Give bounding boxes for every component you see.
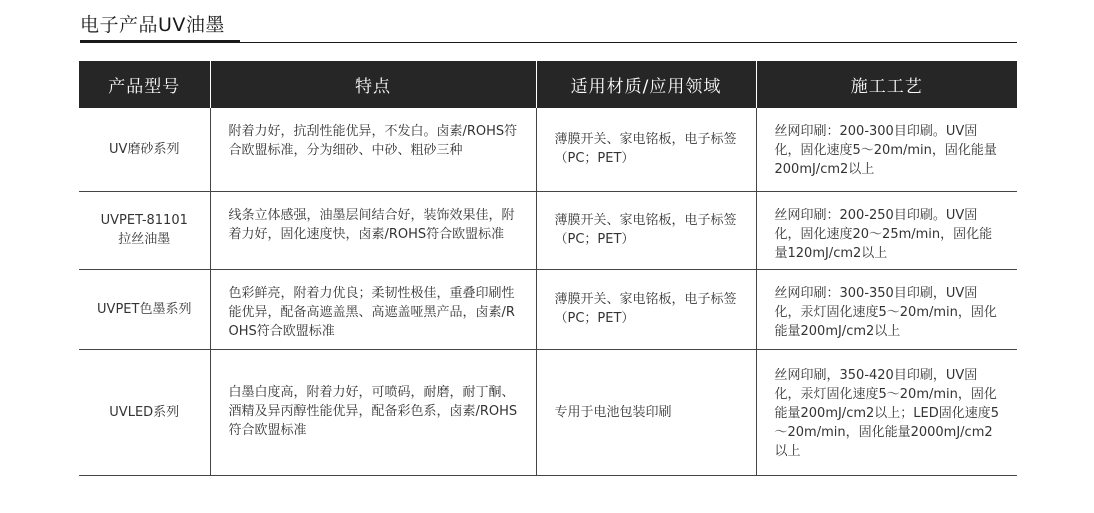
product-spec-table [79,61,1017,476]
cell-application: 薄膜开关、家电铭板，电子标签（PC；PET） [536,191,756,269]
model-name: UVPET色墨系列 [97,301,192,317]
title-underline [80,42,1017,43]
table-row [79,269,1017,349]
cell-model [79,269,210,349]
cell-application: 薄膜开关、家电铭板，电子标签（PC；PET） [536,269,756,349]
cell-application: 专用于电池包装印刷 [536,349,756,475]
cell-process: 丝网印刷：300-350目印刷，UV固化，汞灯固化速度5～20m/min，固化能量200mJ/cm2以上 [756,269,1017,349]
cell-model [79,191,210,269]
cell-process: 丝网印刷：200-250目印刷。UV固化，固化速度20～25m/min，固化能量120mJ/cm2以上 [756,191,1017,269]
cell-model [79,108,210,191]
model-name: UVPET-81101 [100,213,188,228]
header-process: 施工工艺 [756,61,1017,108]
model-name: UVLED系列 [109,404,180,420]
page-title: 电子产品UV油墨 [80,14,225,36]
cell-features: 色彩鲜亮，附着力优良；柔韧性极佳，重叠印刷性能优异，配备高遮盖黑、高遮盖哑黑产品，卤素/ROHS符合欧盟标准 [210,269,536,349]
table-row [79,191,1017,269]
header-features: 特点 [210,61,536,108]
cell-features: 附着力好，抗刮性能优异，不发白。卤素/ROHS符合欧盟标准，分为细砂、中砂、粗砂三种 [210,108,536,191]
table-header-row [79,61,1017,108]
cell-process: 丝网印刷：200-300目印刷。UV固化，固化速度5～20m/min，固化能量200mJ/cm2以上 [756,108,1017,191]
header-model: 产品型号 [79,61,210,108]
cell-features: 白墨白度高，附着力好，可喷码，耐磨，耐丁酮、酒精及异丙醇性能优异，配备彩色系，卤素/ROHS符合欧盟标准 [210,349,536,475]
table-row [79,108,1017,191]
cell-process: 丝网印刷，350-420目印刷，UV固化，汞灯固化速度5～20m/min，固化能量200mJ/cm2以上；LED固化速度5～20m/min，固化能量2000mJ/cm2以上 [756,349,1017,475]
cell-model [79,349,210,475]
model-subname: 拉丝油墨 [118,232,171,247]
cell-application: 薄膜开关、家电铭板，电子标签（PC；PET） [536,108,756,191]
header-application: 适用材质/应用领域 [536,61,756,108]
model-name: UV磨砂系列 [109,141,180,157]
table-row [79,349,1017,475]
cell-features: 线条立体感强，油墨层间结合好，装饰效果佳，附着力好，固化速度快，卤素/ROHS符合欧盟标准 [210,191,536,269]
